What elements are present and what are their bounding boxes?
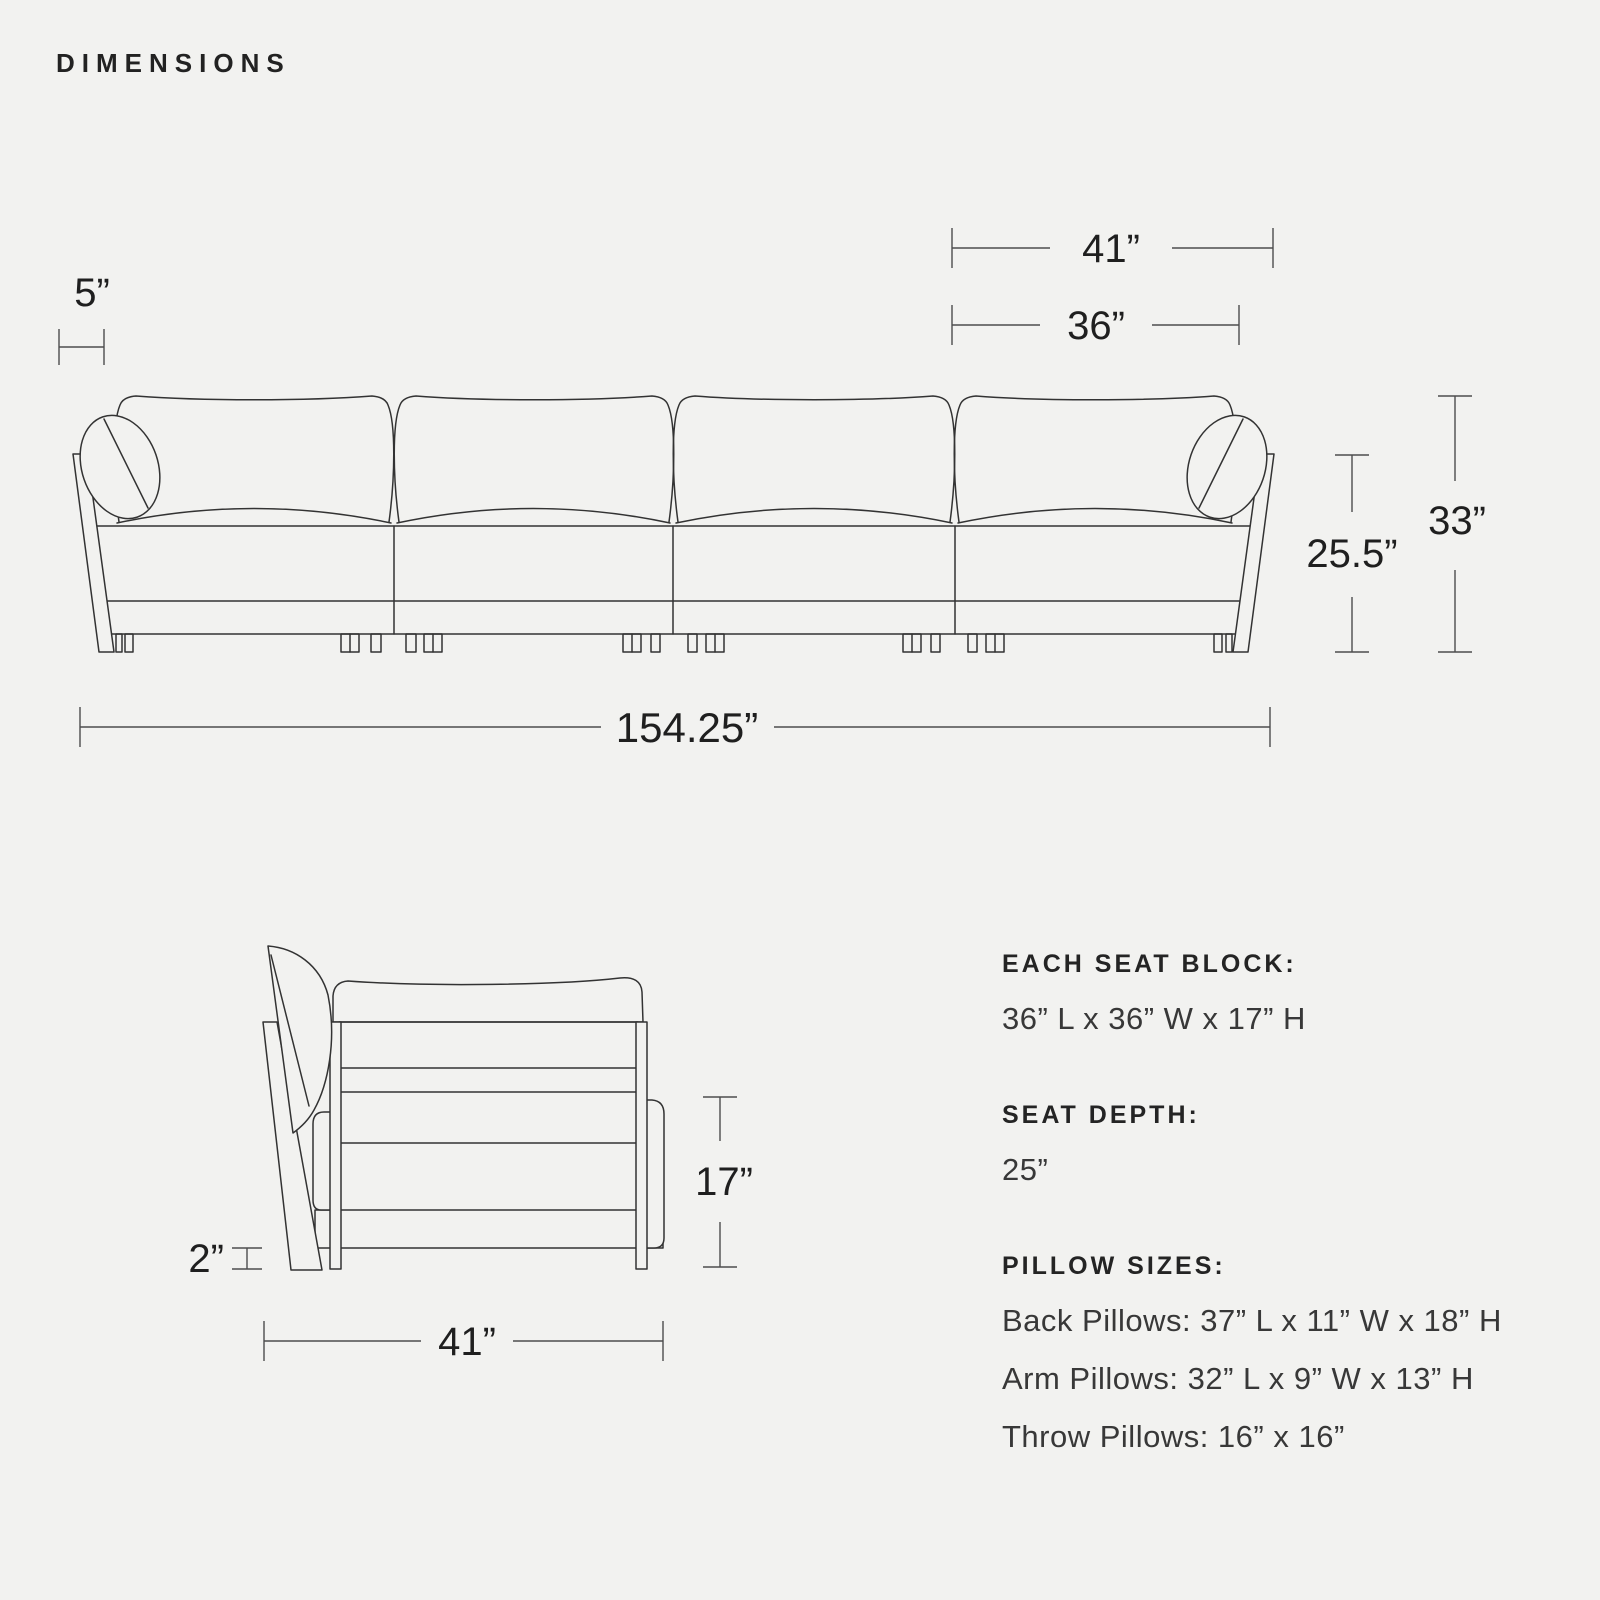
- front-seat-cushions: [117, 509, 1232, 524]
- side-view-drawing: [263, 946, 664, 1270]
- dim-seat-back-height-label: 25.5”: [1306, 532, 1398, 576]
- dim-block-height-label: 17”: [695, 1160, 753, 1204]
- front-base: [97, 526, 1251, 634]
- dim-base-clearance: [232, 1248, 262, 1269]
- spec-heading-seat-block: EACH SEAT BLOCK:: [1002, 950, 1297, 978]
- dim-overall-height-label: 33”: [1428, 499, 1486, 543]
- spec-heading-pillow-sizes: PILLOW SIZES:: [1002, 1252, 1226, 1280]
- side-back-cushion: [333, 978, 643, 1022]
- spec-value-throw-pillows: Throw Pillows: 16” x 16”: [1002, 1419, 1345, 1454]
- page-title: DIMENSIONS: [56, 48, 291, 78]
- spec-value-seat-depth: 25”: [1002, 1152, 1049, 1187]
- dim-seat-width-label: 36”: [1067, 304, 1125, 348]
- side-frame-slats: [315, 1022, 663, 1248]
- specs-panel: [1002, 950, 1562, 1455]
- front-back-cushions: [114, 396, 1236, 522]
- side-seat-cushion: [313, 1100, 664, 1248]
- spec-value-back-pillows: Back Pillows: 37” L x 11” W x 18” H: [1002, 1303, 1502, 1338]
- front-view-dimensions: [59, 227, 1486, 751]
- spec-value-seat-block: 36” L x 36” W x 17” H: [1002, 1001, 1306, 1036]
- front-legs: [116, 634, 1232, 652]
- dim-arm-width-label: 5”: [74, 271, 110, 315]
- spec-heading-seat-depth: SEAT DEPTH:: [1002, 1101, 1200, 1129]
- side-view-dimensions: [188, 1097, 752, 1364]
- dim-seat-with-arm-label: 41”: [1082, 227, 1140, 271]
- dim-overall-width-label: 154.25”: [615, 704, 759, 751]
- spec-value-arm-pillows: Arm Pillows: 32” L x 9” W x 13” H: [1002, 1361, 1474, 1396]
- front-view-drawing: [67, 396, 1280, 652]
- dim-arm-width: [59, 329, 104, 365]
- dim-base-clearance-label: 2”: [188, 1237, 224, 1281]
- dim-overall-depth-label: 41”: [438, 1320, 496, 1364]
- side-frame-posts: [330, 1022, 647, 1269]
